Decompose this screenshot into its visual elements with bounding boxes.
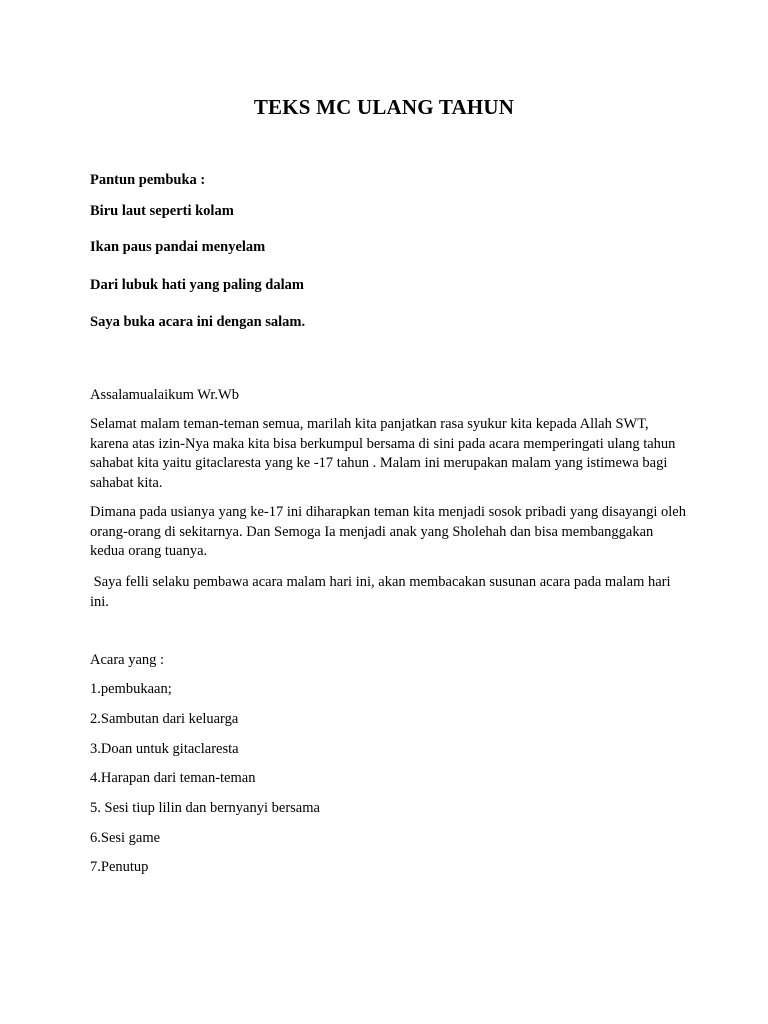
paragraph-opening: Selamat malam teman-teman semua, marilah kita panjatkan rasa syukur kita kepada Allah SWT, karena atas izin-Nya maka kita bisa berkumpul bersama di sini pada acara memperingati ulang tahun sahabat kita yaitu gitaclaresta yang ke -17 tahun . Malam ini merupakan malam yang istimewa bagi sahabat kita. bbox=[90, 416, 676, 491]
greeting-text: Assalamualaikum Wr.Wb bbox=[90, 387, 239, 403]
agenda-heading: Acara yang : bbox=[90, 652, 165, 668]
paragraph-wishes: Dimana pada usianya yang ke-17 ini diharapkan teman kita menjadi sosok pribadi yang disayangi oleh orang-orang di sekitarnya. Dan Semoga Ia menjadi anak yang Sholehah dan bisa membanggakan kedua orang tuanya. bbox=[90, 504, 686, 559]
agenda-item: 4.Harapan dari teman-teman bbox=[90, 770, 256, 786]
agenda-item: 7.Penutup bbox=[90, 859, 149, 875]
page-title: TEKS MC ULANG TAHUN bbox=[253, 95, 515, 119]
pantun-line-1: Biru laut seperti kolam bbox=[90, 203, 234, 219]
paragraph-introduction: Saya felli selaku pembawa acara malam hari ini, akan membacakan susunan acara pada malam hari ini. bbox=[90, 574, 675, 610]
agenda-item: 5. Sesi tiup lilin dan bernyanyi bersama bbox=[90, 800, 320, 816]
pantun-line-3: Dari lubuk hati yang paling dalam bbox=[90, 277, 304, 293]
agenda-item: 3.Doan untuk gitaclaresta bbox=[90, 741, 239, 757]
agenda-item: 1.pembukaan; bbox=[90, 681, 172, 697]
agenda-item: 2.Sambutan dari keluarga bbox=[90, 711, 239, 727]
pantun-line-4: Saya buka acara ini dengan salam. bbox=[90, 314, 306, 330]
pantun-heading: Pantun pembuka : bbox=[90, 172, 206, 188]
agenda-item: 6.Sesi game bbox=[90, 830, 161, 846]
pantun-line-2: Ikan paus pandai menyelam bbox=[90, 239, 266, 255]
